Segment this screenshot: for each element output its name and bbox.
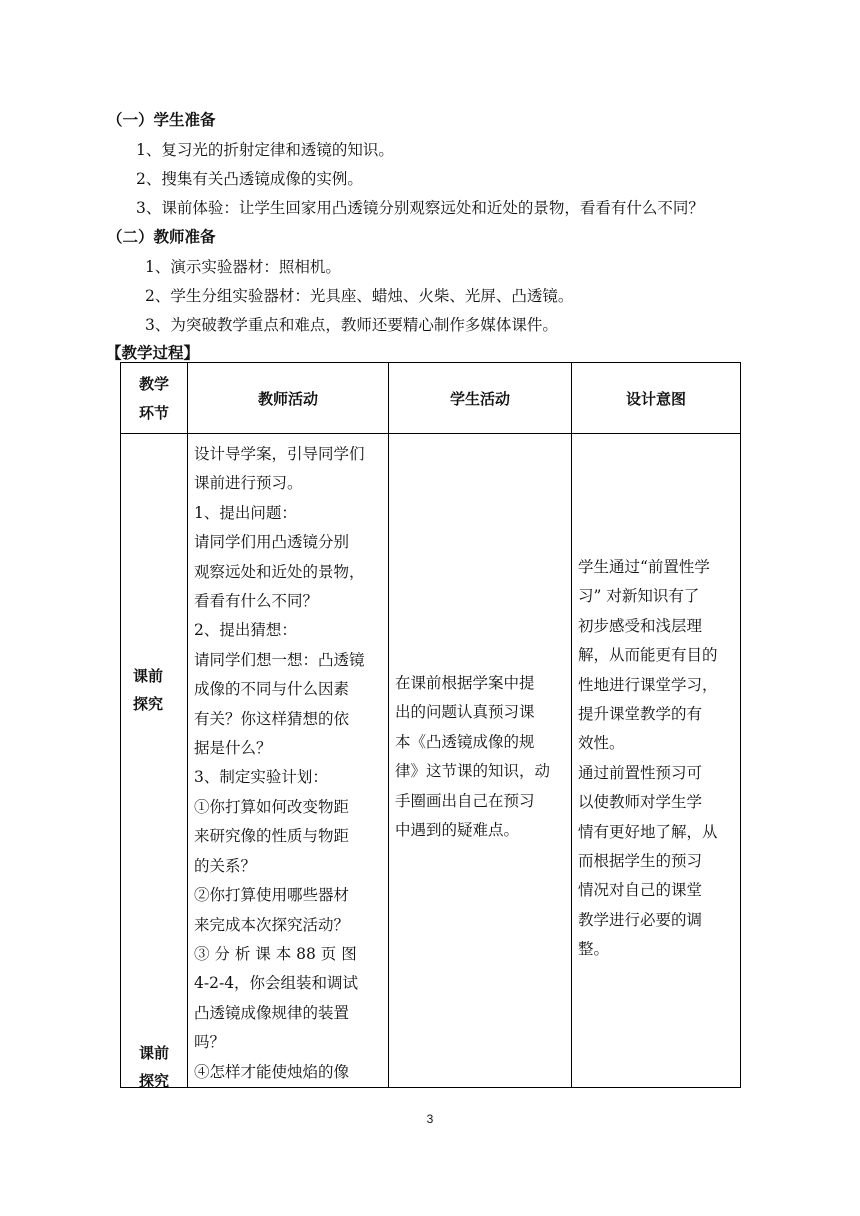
stage-label-continued: 课前 探究 [139, 1044, 170, 1090]
header-student-activity: 学生活动 [389, 363, 572, 434]
teacher-activity-cell: 设计导学案，引导同学们 课前进行预习。 1、提出问题： 请同学们用凸透镜分别 观察远处和近处的景物， 看看有什么不同？ 2、提出猜想： 请同学们想一想：凸透镜 成像的不同与什么因素 有关？你这样猜想的依 据是什么？ 3、制定实验计划： ①你打算如何改变物距 来研究像的性质与物距 的关系？ ②你打算使用哪些器材 来完成本次探究活动？ ③ 分 析 课 本 88 页 图 4-2-4，你会组装和调试 凸透镜成像规律的装置 吗？ ④怎样才能使烛焰的像 [188, 434, 389, 1088]
student-prep-item-3: 3、课前体验：让学生回家用凸透镜分别观察远处和近处的景物，看看有什么不同？ [136, 199, 704, 217]
teacher-prep-heading: （二）教师准备 [107, 228, 216, 246]
student-prep-item-2: 2、搜集有关凸透镜成像的实例。 [136, 170, 363, 188]
stage-label: 课前 探究 [133, 667, 164, 713]
design-intent-cell: 学生通过“前置性学 习” 对新知识有了 初步感受和浅层理 解，从而能更有目的 性地进行课堂学习， 提升课堂教学的有 效性。 通过前置性预习可 以使教师对学生学 情有更好地了解，从 而根据学生的预习 情况对自己的课堂 教学进行必要的调 整。 [572, 434, 741, 1088]
teacher-prep-item-1: 1、演示实验器材：照相机。 [145, 258, 341, 276]
student-prep-heading: （一）学生准备 [107, 111, 216, 129]
page-number: 3 [426, 1112, 434, 1126]
header-teacher-activity: 教师活动 [188, 363, 389, 434]
student-activity-cell: 在课前根据学案中提 出的问题认真预习课 本《凸透镜成像的规 律》这节课的知识，动 手圈画出自己在预习 中遇到的疑难点。 [389, 434, 572, 1088]
header-design-intent: 设计意图 [572, 363, 741, 434]
table-row [121, 434, 741, 1088]
student-prep-item-1: 1、复习光的折射定律和透镜的知识。 [136, 141, 394, 159]
header-stage: 教学 环节 [121, 363, 188, 434]
teacher-prep-item-3: 3、为突破教学重点和难点，教师还要精心制作多媒体课件。 [145, 316, 558, 334]
teacher-prep-item-2: 2、学生分组实验器材：光具座、蜡烛、火柴、光屏、凸透镜。 [145, 287, 574, 305]
stage-cell [121, 434, 188, 1088]
table-header-row [121, 363, 741, 434]
process-heading: 【教学过程】 [106, 344, 200, 362]
teaching-process-table [120, 362, 741, 1088]
